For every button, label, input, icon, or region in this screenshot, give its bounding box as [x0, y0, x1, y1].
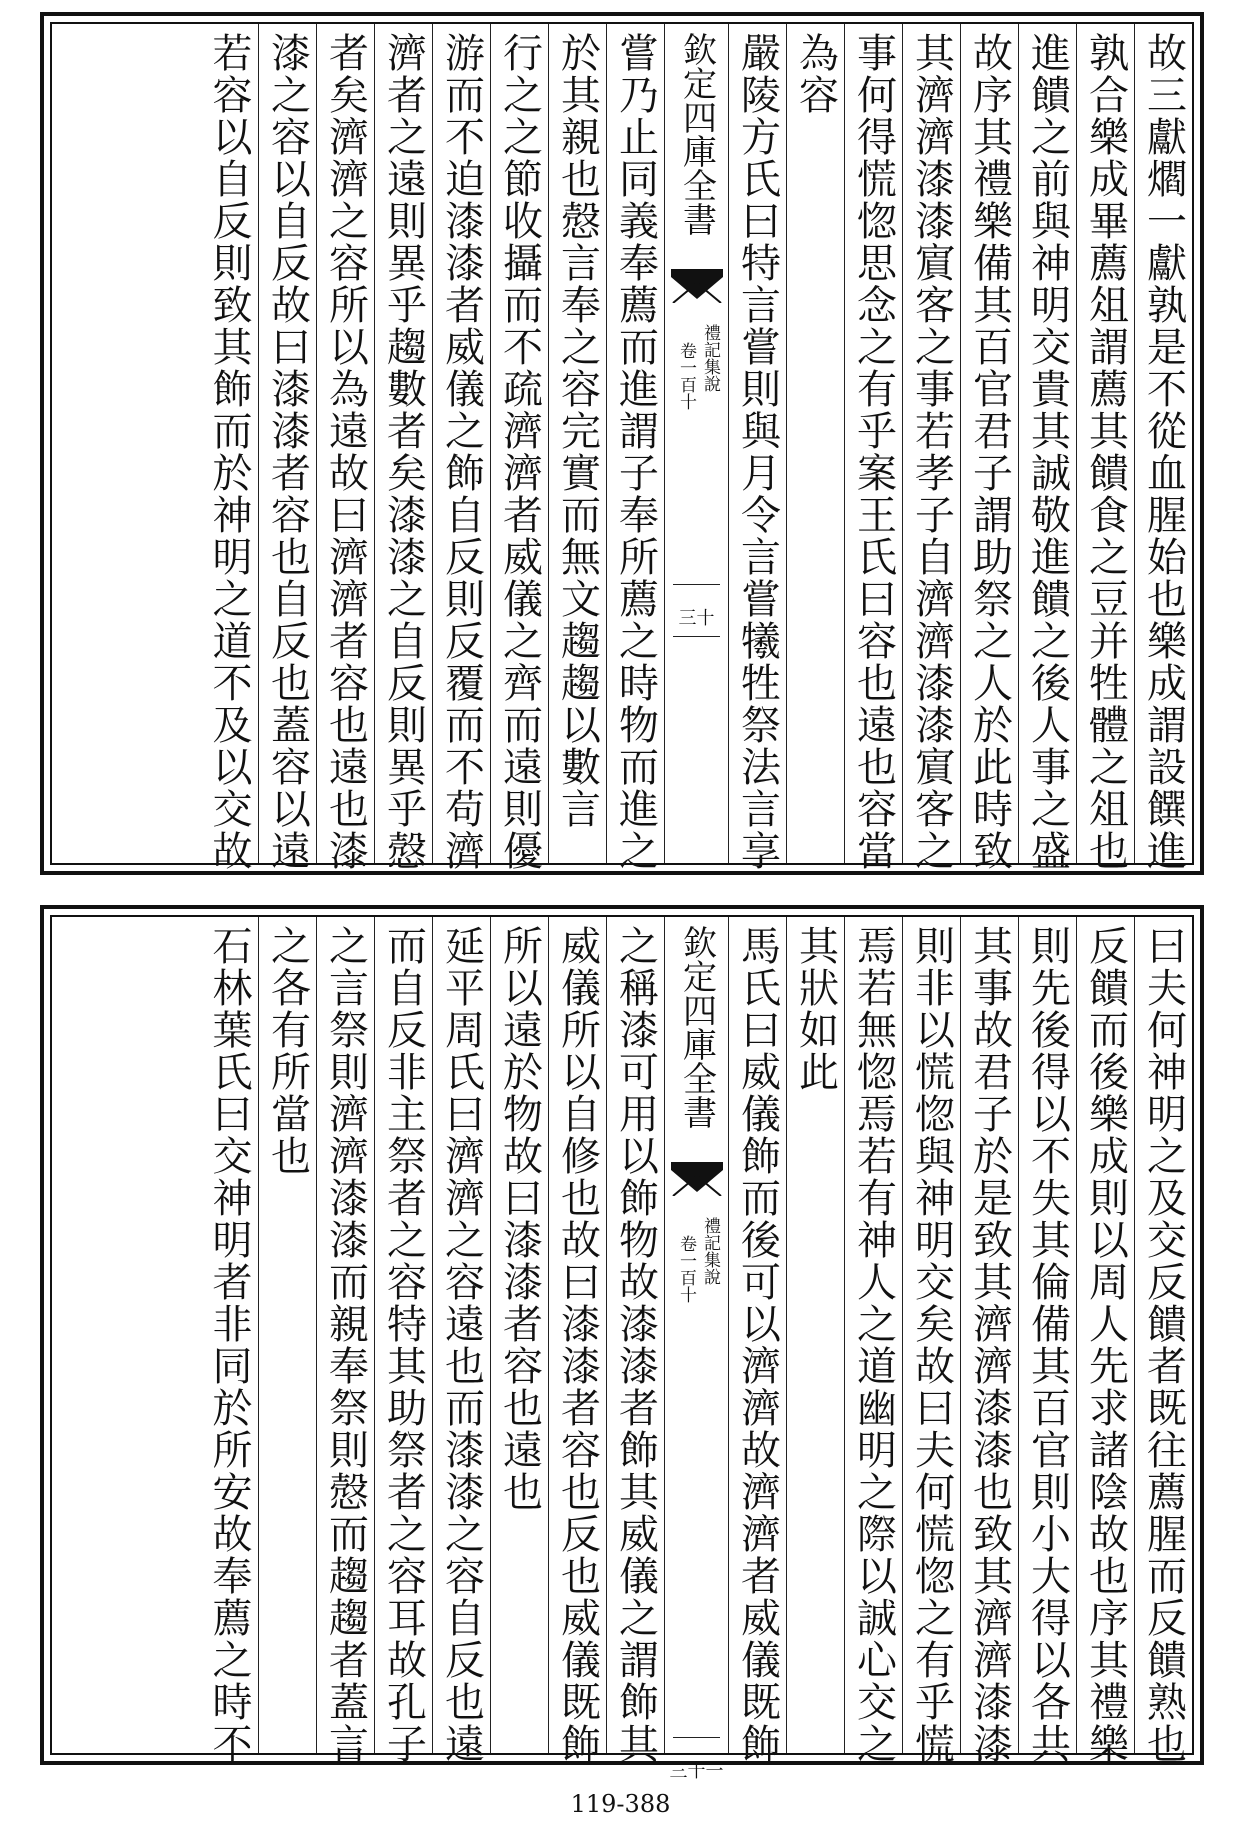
text-column: 事何得慌惚思念之有乎案王氏曰容也遠也容當 — [844, 24, 902, 863]
text-column: 其事故君子於是致其濟濟漆漆也致其濟濟漆漆 — [960, 917, 1018, 1753]
text-column: 之各有所當也 — [258, 917, 316, 1753]
text-column: 於其親也慤言奉之容完實而無文趨趨以數言 — [548, 24, 606, 863]
text-column: 石林葉氏曰交神明者非同於所安故奉薦之時不 — [206, 925, 252, 1765]
upper-frame — [50, 22, 1194, 872]
center-fold — [664, 917, 728, 1782]
text-column: 游而不迫漆漆者威儀之飾自反則反覆而不苟濟 — [432, 24, 490, 863]
text-column: 嘗乃止同義奉薦而進謂子奉所薦之時物而進之 — [606, 24, 664, 863]
text-column: 延平周氏曰濟濟之容遠也而漆漆之容自反也遠 — [432, 917, 490, 1753]
text-column: 其狀如此 — [786, 917, 844, 1753]
lower-page — [40, 905, 1204, 1782]
upper-page — [40, 12, 1204, 875]
text-column: 漆之容以自反故曰漆漆者容也自反也蓋容以遠 — [258, 24, 316, 863]
text-column: 所以遠於物故曰漆漆者容也遠也 — [490, 917, 548, 1753]
text-column: 而自反非主祭者之容特其助祭者之容耳故孔子 — [374, 917, 432, 1753]
page-number: 三十一 — [669, 1761, 724, 1782]
text-column: 反饋而後樂成則以周人先求諸陰故也序其禮樂 — [1076, 917, 1134, 1753]
fold-title: 欽定四庫全書 — [676, 32, 717, 236]
page-number-rule — [673, 584, 720, 585]
lower-frame — [50, 915, 1194, 1782]
text-column: 則先後得以不失其倫備其百官則小大得以各共 — [1018, 917, 1076, 1753]
upper-columns — [52, 24, 1192, 872]
text-column: 為容 — [786, 24, 844, 863]
volume-label: 卷一百十 — [676, 1235, 696, 1303]
text-column: 行之之節收攝而不疏濟濟者威儀之齊而遠則優 — [490, 24, 548, 863]
text-column: 焉若無惚焉若有神人之道幽明之際以誠心交之 — [844, 917, 902, 1753]
book-name: 禮記集說 — [700, 1217, 720, 1285]
text-column: 嚴陵方氏曰特言嘗則與月令言嘗犧牲祭法言享 — [728, 24, 786, 863]
fishtail-ornament-icon — [671, 1162, 723, 1196]
page-number-rule — [673, 636, 720, 637]
center-fold — [664, 24, 728, 863]
page-number: 三十 — [678, 608, 715, 629]
text-column: 故序其禮樂備其百官君子謂助祭之人於此時致 — [960, 24, 1018, 863]
text-column: 故三獻爓一獻孰是不從血腥始也樂成謂設饌進 — [1134, 24, 1192, 863]
text-column: 進饋之前與神明交貴其誠敬進饋之後人事之盛 — [1018, 24, 1076, 863]
volume-label: 卷一百十 — [676, 342, 696, 410]
text-column: 濟者之遠則異乎趨數者矣漆漆之自反則異乎慤 — [374, 24, 432, 863]
text-column: 威儀所以自修也故曰漆漆者容也反也威儀既飾 — [548, 917, 606, 1753]
text-column: 馬氏曰威儀飾而後可以濟濟故濟濟者威儀既飾 — [728, 917, 786, 1753]
fishtail-ornament-icon — [671, 269, 723, 303]
text-column: 其濟濟漆漆賔客之事若孝子自濟濟漆漆賔客之 — [902, 24, 960, 863]
text-column: 之稱漆可用以飾物故漆漆者飾其威儀之謂飾其 — [606, 917, 664, 1753]
page-reference: 119-388 — [570, 1790, 671, 1818]
text-column: 曰夫何神明之及交反饋者既往薦腥而反饋熟也 — [1134, 917, 1192, 1753]
book-name: 禮記集說 — [700, 324, 720, 392]
text-column: 孰合樂成畢薦俎謂薦其饋食之豆并牲體之俎也 — [1076, 24, 1134, 863]
text-column: 若容以自反則致其飾而於神明之道不及以交故 — [206, 32, 252, 872]
lower-columns — [52, 917, 1192, 1782]
page-number-rule — [673, 1737, 720, 1738]
fold-title: 欽定四庫全書 — [676, 925, 717, 1129]
text-column: 則非以慌惚與神明交矣故曰夫何慌惚之有乎慌 — [902, 917, 960, 1753]
text-column: 之言祭則濟濟漆漆而親奉祭則慤而趨趨者蓋言 — [316, 917, 374, 1753]
text-column: 者矣濟濟之容所以為遠故曰濟濟者容也遠也漆 — [316, 24, 374, 863]
